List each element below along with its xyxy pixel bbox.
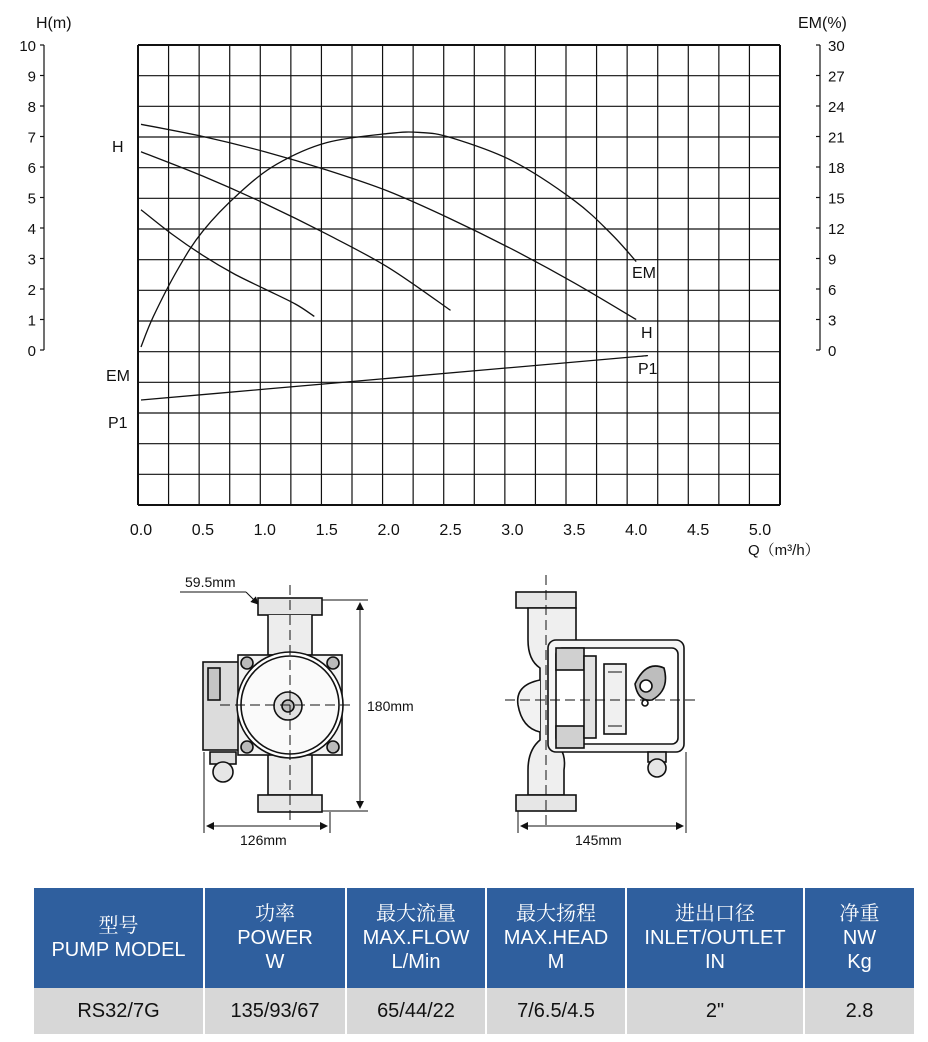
cell-inlet-outlet: 2": [626, 988, 804, 1034]
right-tick-label: 21: [828, 129, 845, 147]
header-max-head: 最大扬程 MAX.HEAD M: [486, 888, 626, 988]
cell-model: RS32/7G: [34, 988, 204, 1034]
right-tick-label: 0: [828, 343, 837, 360]
front-height-dim-label: 180mm: [367, 698, 414, 714]
x-tick-label: 0.5: [191, 522, 215, 539]
curve-labels: [106, 139, 658, 432]
curves: [141, 124, 647, 400]
left-tick-label: 9: [27, 68, 36, 86]
header-model: 型号 PUMP MODEL: [34, 888, 204, 988]
left-tick-label: 1: [27, 312, 36, 330]
chart-grid: [138, 45, 780, 505]
front-view-drawing: [180, 585, 368, 833]
x-tick-label: 5.0: [748, 522, 772, 539]
right-tick-label: 12: [828, 221, 845, 238]
x-tick-label: 2.5: [439, 522, 462, 539]
x-tick-label: 3.0: [501, 522, 524, 539]
series-line-curve-1: [141, 152, 451, 311]
left-tick-label: 7: [27, 129, 36, 147]
header-inlet-outlet: 进出口径 INLET/OUTLET IN: [626, 888, 804, 988]
x-axis-title: Q（m³/h）: [748, 542, 820, 559]
curve-label: EM: [106, 368, 130, 385]
left-axis: [19, 38, 44, 360]
left-tick-label: 2: [27, 282, 36, 299]
spec-data-row: [34, 988, 914, 1034]
curve-label: H: [112, 139, 124, 156]
left-tick-label: 10: [19, 38, 36, 55]
spec-header-row: [34, 888, 914, 988]
cell-max-flow: 65/44/22: [346, 988, 486, 1034]
right-tick-label: 6: [828, 282, 837, 299]
series-line-p1: [141, 356, 647, 400]
x-tick-label: 2.0: [377, 522, 400, 539]
right-tick-label: 3: [828, 312, 837, 330]
right-tick-label: 18: [828, 160, 845, 177]
left-tick-label: 3: [27, 251, 36, 269]
header-net-weight: 净重 NW Kg: [804, 888, 914, 988]
right-axis: [816, 38, 845, 360]
x-tick-label: 1.5: [315, 522, 338, 539]
side-view-drawing: [505, 575, 700, 833]
curve-label: P1: [108, 415, 128, 432]
front-width-dim-label: 126mm: [240, 832, 287, 848]
right-tick-label: 27: [828, 68, 845, 86]
curve-label: H: [641, 325, 653, 342]
left-tick-label: 0: [27, 343, 36, 360]
cell-net-weight: 2.8: [804, 988, 914, 1034]
left-tick-label: 8: [27, 99, 36, 116]
left-axis-title: H(m): [36, 15, 72, 32]
cell-max-head: 7/6.5/4.5: [486, 988, 626, 1034]
cell-power: 135/93/67: [204, 988, 346, 1034]
x-tick-label: 4.5: [686, 522, 710, 539]
side-width-dim-label: 145mm: [575, 832, 622, 848]
x-tick-label: 1.0: [253, 522, 276, 539]
series-line-em: [141, 132, 636, 347]
header-power: 功率 POWER W: [204, 888, 346, 988]
left-tick-label: 6: [27, 160, 36, 177]
left-tick-label: 5: [27, 190, 36, 208]
left-tick-label: 4: [27, 221, 36, 238]
right-tick-label: 30: [828, 38, 845, 55]
x-tick-label: 4.0: [625, 522, 648, 539]
curve-label: EM: [632, 265, 656, 282]
x-axis: [130, 522, 771, 539]
right-tick-label: 15: [828, 190, 845, 208]
right-axis-title: EM(%): [798, 15, 847, 32]
right-tick-label: 9: [828, 251, 837, 269]
front-flange-dim-label: 59.5mm: [185, 574, 236, 590]
spec-table: [34, 888, 914, 1034]
curve-label: P1: [638, 361, 658, 378]
x-tick-label: 0.0: [129, 522, 153, 539]
header-max-flow: 最大流量 MAX.FLOW L/Min: [346, 888, 486, 988]
dimension-drawings: [0, 560, 928, 860]
series-line-curve-2: [141, 210, 314, 317]
x-tick-label: 3.5: [563, 522, 586, 539]
right-tick-label: 24: [828, 99, 845, 116]
